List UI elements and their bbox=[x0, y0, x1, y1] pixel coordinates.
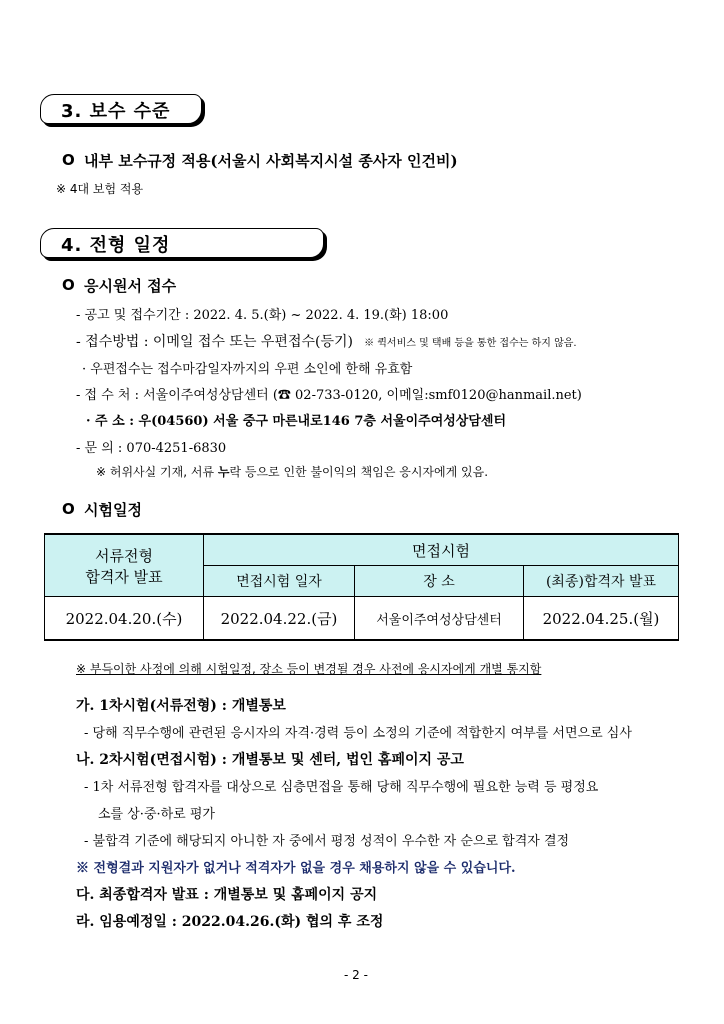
step-na-description-3: - 불합격 기준에 해당되지 아니한 자 중에서 평정 성적이 우수한 자 순으로 합격자 결정 bbox=[84, 834, 570, 849]
application-recipient: - 접 수 처 : 서울이주여성상담센터 (☎ 02-733-0120, 이메일:smf0120@hanmail.net) bbox=[76, 388, 582, 403]
bullet-mark: O bbox=[62, 276, 75, 294]
step-na-description-1: - 1차 서류전형 합격자를 대상으로 심층면접을 통해 당해 직무수행에 필요한 능력 등 평정요 bbox=[84, 780, 599, 795]
interview-location: 서울이주여성상담센터 bbox=[355, 597, 524, 641]
application-method-note: ※ 퀵서비스 및 택배 등을 통한 접수는 하지 않음. bbox=[364, 338, 577, 349]
interview-group-header: 면접시험 bbox=[204, 534, 679, 566]
location-header: 장 소 bbox=[355, 566, 524, 597]
step-na-title: 나. 2차시험(면접시험) : 개별통보 및 센터, 법인 홈페이지 공고 bbox=[76, 752, 464, 768]
step-da-title: 다. 최종합격자 발표 : 개별통보 및 홈페이지 공지 bbox=[76, 887, 378, 903]
salary-policy-text: 내부 보수규정 적용(서울시 사회복지시설 종사자 인건비) bbox=[84, 152, 458, 170]
section-4-header bbox=[40, 228, 324, 258]
exam-schedule-heading: 시험일정 bbox=[84, 501, 142, 519]
insurance-note: ※ 4대 보험 적용 bbox=[56, 182, 144, 196]
section-3-header bbox=[40, 94, 202, 124]
no-hire-notice: ※ 전형결과 지원자가 없거나 적격자가 없을 경우 채용하지 않을 수 있습니다. bbox=[76, 861, 516, 876]
section-3-title: 3. 보수 수준 bbox=[61, 101, 171, 122]
table-header-row bbox=[45, 534, 679, 566]
step-ga-description: - 당해 직무수행에 관련된 응시자의 자격·경력 등이 소정의 기준에 적합한지 여부를 서면으로 심사 bbox=[84, 726, 632, 741]
interview-date-header: 면접시험 일자 bbox=[204, 566, 355, 597]
schedule-change-note: ※ 부득이한 사정에 의해 시험일정, 장소 등이 변경될 경우 사전에 응시자에게 개별 통지함 bbox=[76, 662, 542, 676]
final-result-date: 2022.04.25.(월) bbox=[524, 597, 679, 641]
application-heading: 응시원서 접수 bbox=[84, 277, 177, 295]
liability-note-suffix: 락 등으로 인한 불이익의 책임은 응시자에게 있음. bbox=[229, 465, 489, 479]
final-result-header: (최종)합격자 발표 bbox=[524, 566, 679, 597]
postal-note: · 우편접수는 접수마감일자까지의 우편 소인에 한해 유효함 bbox=[82, 362, 413, 377]
document-result-date: 2022.04.20.(수) bbox=[45, 597, 204, 641]
document-result-header-line2: 합격자 발표 bbox=[85, 567, 163, 586]
table-row bbox=[45, 597, 679, 641]
application-period: - 공고 및 접수기간 : 2022. 4. 5.(화) ~ 2022. 4. 19.(화) 18:00 bbox=[76, 308, 449, 323]
liability-note-prefix: ※ 허위사실 기재, 서류 bbox=[96, 465, 218, 479]
liability-note-bold: 누 bbox=[217, 465, 230, 479]
bullet-mark: O bbox=[62, 151, 75, 169]
section-4-title: 4. 전형 일정 bbox=[61, 235, 171, 256]
step-ra-title: 라. 임용예정일 : 2022.04.26.(화) 협의 후 조정 bbox=[76, 914, 384, 930]
inquiry-phone: - 문 의 : 070-4251-6830 bbox=[76, 441, 227, 456]
application-method bbox=[76, 331, 577, 351]
application-method-main: - 접수방법 : 이메일 접수 또는 우편접수(등기) bbox=[76, 334, 353, 350]
liability-note bbox=[96, 463, 488, 480]
interview-date: 2022.04.22.(금) bbox=[204, 597, 355, 641]
bullet-mark: O bbox=[62, 500, 75, 518]
document-result-header bbox=[45, 534, 204, 597]
page-number: - 2 - bbox=[344, 968, 368, 982]
document-result-header-line1: 서류전형 bbox=[95, 546, 153, 565]
exam-schedule-table bbox=[44, 533, 679, 641]
step-ga-title: 가. 1차시험(서류전형) : 개별통보 bbox=[76, 698, 286, 714]
step-na-description-2: 소를 상·중·하로 평가 bbox=[98, 807, 215, 822]
application-address: · 주 소 : 우(04560) 서울 중구 마른내로146 7층 서울이주여성상담센터 bbox=[86, 414, 507, 429]
